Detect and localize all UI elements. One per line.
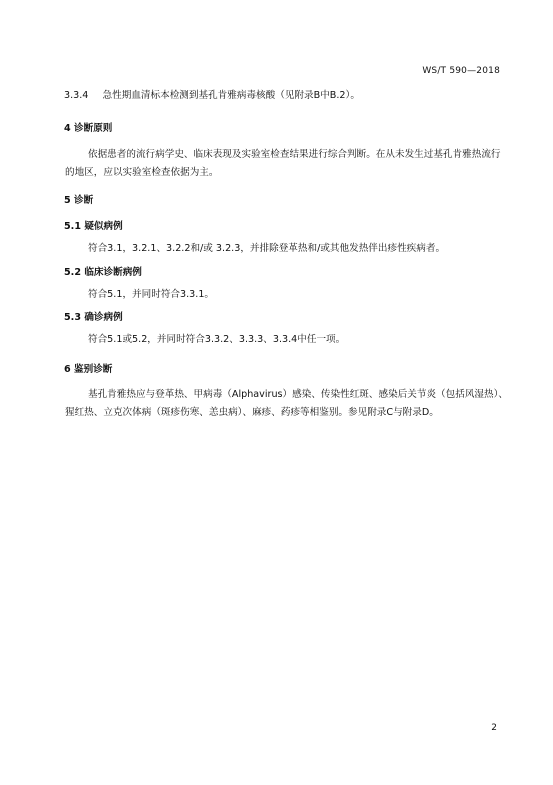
document-code: WS/T 590—2018 <box>422 66 500 76</box>
section-5-2-heading: 5.2 临床诊断病例 <box>64 267 142 278</box>
clause-number: 3.3.4 <box>64 90 89 101</box>
page-number: 2 <box>491 723 497 733</box>
clause-text: 急性期血清标本检测到基孔肯雅病毒核酸（见附录B中B.2）。 <box>102 90 360 101</box>
section-5-1-text: 符合3.1，3.2.1、3.2.2和/或 3.2.3，并排除登革热和/或其他发热伴出疹性疾病者。 <box>88 243 446 254</box>
clause-3-3-4 <box>64 87 360 101</box>
paragraph-line: 依据患者的流行病学史、临床表现及实验室检查结果进行综合判断。在从未发生过基孔肯雅热流行 <box>88 149 501 160</box>
paragraph-line: 基孔肯雅热应与登革热、甲病毒（Alphavirus）感染、传染性红斑、感染后关节炎（包括风湿热）、 <box>88 389 508 400</box>
section-5-heading: 5 诊断 <box>64 195 94 206</box>
section-4-heading: 4 诊断原则 <box>64 123 113 134</box>
section-6-paragraph <box>65 386 512 422</box>
section-5-2-text: 符合5.1，并同时符合3.3.1。 <box>88 289 215 300</box>
section-5-3-text: 符合5.1或5.2，并同时符合3.3.2、3.3.3、3.3.4中任一项。 <box>88 334 346 345</box>
section-4-paragraph <box>65 146 512 182</box>
section-5-1-heading: 5.1 疑似病例 <box>64 221 123 232</box>
section-5-3-heading: 5.3 确诊病例 <box>64 312 123 323</box>
section-6-heading: 6 鉴别诊断 <box>64 364 113 375</box>
paragraph-line: 的地区，应以实验室检查依据为主。 <box>65 167 219 178</box>
paragraph-line: 猩红热、立克次体病（斑疹伤寒、恙虫病）、麻疹、药疹等相鉴别。参见附录C与附录D。 <box>65 407 439 418</box>
